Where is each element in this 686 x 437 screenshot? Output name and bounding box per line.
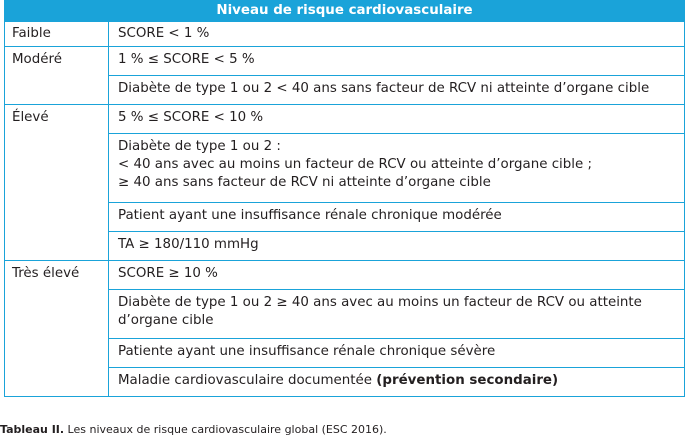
criteria-line: ≥ 40 ans sans facteur de RCV ni atteinte d’organe cible bbox=[118, 175, 491, 190]
table-row bbox=[5, 47, 685, 76]
table-caption bbox=[0, 423, 387, 437]
table-row bbox=[5, 22, 685, 47]
criteria-cell: Diabète de type 1 ou 2 < 40 ans sans facteur de RCV ni atteinte d’organe cible bbox=[109, 76, 685, 105]
criteria-cell: Patient ayant une insuffisance rénale chronique modérée bbox=[109, 203, 685, 232]
criteria-cell: SCORE ≥ 10 % bbox=[109, 261, 685, 290]
criteria-text: Maladie cardiovasculaire documentée bbox=[118, 373, 377, 388]
criteria-cell bbox=[109, 134, 685, 203]
caption-text: Les niveaux de risque cardiovasculaire global (ESC 2016). bbox=[64, 423, 387, 436]
table-header: Niveau de risque cardiovasculaire bbox=[5, 1, 685, 22]
risk-level-eleve: Élevé bbox=[5, 105, 109, 261]
criteria-cell: 1 % ≤ SCORE < 5 % bbox=[109, 47, 685, 76]
risk-level-tres-eleve: Très élevé bbox=[5, 261, 109, 397]
caption-lead: Tableau II. bbox=[0, 423, 65, 436]
table-header-row bbox=[5, 1, 685, 22]
criteria-cell: TA ≥ 180/110 mmHg bbox=[109, 232, 685, 261]
cardiovascular-risk-table bbox=[4, 0, 685, 397]
criteria-line: < 40 ans avec au moins un facteur de RCV ou atteinte d’organe cible ; bbox=[118, 157, 593, 172]
criteria-cell: Diabète de type 1 ou 2 ≥ 40 ans avec au moins un facteur de RCV ou atteinte d’organe cible bbox=[109, 290, 685, 339]
risk-level-faible: Faible bbox=[5, 22, 109, 47]
criteria-line: Diabète de type 1 ou 2 : bbox=[118, 139, 281, 154]
criteria-cell bbox=[109, 368, 685, 397]
criteria-emphasis: (prévention secondaire) bbox=[376, 373, 559, 388]
criteria-cell: Patiente ayant une insuffisance rénale chronique sévère bbox=[109, 339, 685, 368]
criteria-cell: SCORE < 1 % bbox=[109, 22, 685, 47]
table-row bbox=[5, 261, 685, 290]
table-row bbox=[5, 105, 685, 134]
criteria-cell: 5 % ≤ SCORE < 10 % bbox=[109, 105, 685, 134]
risk-level-modere: Modéré bbox=[5, 47, 109, 105]
